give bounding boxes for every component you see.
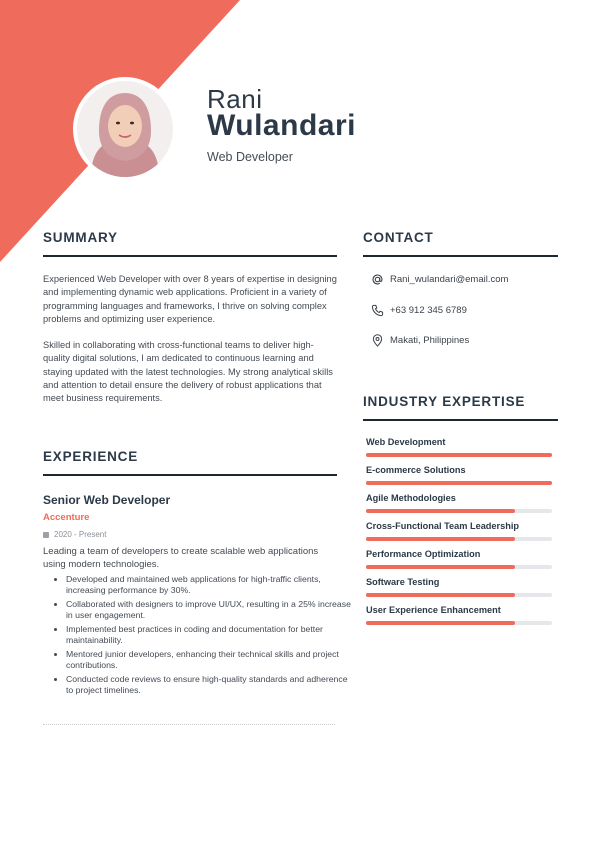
experience-company: Accenture bbox=[43, 512, 90, 523]
contact-divider bbox=[363, 255, 558, 257]
first-name: Rani bbox=[207, 84, 263, 114]
list-item: • Developed and maintained web applications for high-traffic clients, increasing performance by 30%. bbox=[66, 574, 351, 596]
calendar-icon bbox=[43, 532, 49, 538]
experience-dotted-divider bbox=[43, 724, 335, 725]
list-item: • Conducted code reviews to ensure high-quality standards and adherence to project timelines. bbox=[66, 674, 351, 696]
skill-label: Web Development bbox=[366, 437, 446, 447]
skill-bar-fill bbox=[366, 593, 515, 597]
at-sign-icon bbox=[371, 273, 384, 286]
skill-bar-fill bbox=[366, 565, 515, 569]
contact-location bbox=[371, 334, 469, 347]
last-name: Wulandari bbox=[207, 109, 356, 142]
experience-dates-text: 2020 - Present bbox=[54, 530, 107, 539]
skill-item bbox=[366, 437, 552, 457]
skill-bar-track bbox=[366, 565, 552, 569]
skill-label: Software Testing bbox=[366, 577, 440, 587]
skill-bar-track bbox=[366, 593, 552, 597]
contact-phone[interactable] bbox=[371, 304, 467, 317]
job-title: Web Developer bbox=[207, 150, 293, 164]
experience-divider bbox=[43, 474, 337, 476]
skill-bar-fill bbox=[366, 509, 515, 513]
experience-dates bbox=[43, 530, 106, 539]
skill-item bbox=[366, 521, 552, 541]
contact-phone-text: +63 912 345 6789 bbox=[390, 305, 467, 316]
skill-item bbox=[366, 577, 552, 597]
avatar-illustration bbox=[77, 81, 173, 177]
skill-bar-fill bbox=[366, 537, 515, 541]
skill-label: Cross-Functional Team Leadership bbox=[366, 521, 519, 531]
skill-bar-track bbox=[366, 621, 552, 625]
contact-email-text: Rani_wulandari@email.com bbox=[390, 274, 509, 285]
location-pin-icon bbox=[371, 334, 384, 347]
skill-bar-track bbox=[366, 537, 552, 541]
skill-bar-fill bbox=[366, 453, 552, 457]
phone-icon bbox=[371, 304, 384, 317]
skill-item bbox=[366, 465, 552, 485]
skill-label: User Experience Enhancement bbox=[366, 605, 501, 615]
summary-divider bbox=[43, 255, 337, 257]
experience-description: Leading a team of developers to create scalable web applications using modern technologies. bbox=[43, 546, 319, 570]
list-item: • Mentored junior developers, enhancing their technical skills and project contributions. bbox=[66, 649, 351, 671]
skill-item bbox=[366, 493, 552, 513]
avatar bbox=[77, 81, 173, 177]
list-item: • Implemented best practices in coding and documentation for better maintainability. bbox=[66, 624, 351, 646]
skill-label: E-commerce Solutions bbox=[366, 465, 466, 475]
summary-paragraph-2: Skilled in collaborating with cross-functional teams to deliver high-quality digital solutions, I am dedicated to continuous learning and staying updated with the latest technologies. My strong analytical skills and attention to detail ensure the delivery of robust applications that meet business requirements. bbox=[43, 340, 333, 404]
summary-heading: SUMMARY bbox=[43, 230, 118, 245]
contact-heading: CONTACT bbox=[363, 230, 434, 245]
skill-bar-track bbox=[366, 481, 552, 485]
contact-location-text: Makati, Philippines bbox=[390, 335, 470, 346]
expertise-heading: INDUSTRY EXPERTISE bbox=[363, 394, 526, 409]
skill-label: Agile Methodologies bbox=[366, 493, 456, 503]
skill-item bbox=[366, 549, 552, 569]
skill-bar-fill bbox=[366, 481, 552, 485]
summary-paragraph-1: Experienced Web Developer with over 8 years of expertise in designing and implementing dynamic web applications. Proficient in a variety of programming languages and frameworks, I thrive on solving complex problems and optimizing user experience. bbox=[43, 274, 337, 324]
contact-email[interactable] bbox=[371, 273, 508, 286]
skill-item bbox=[366, 605, 552, 625]
skill-bar-track bbox=[366, 509, 552, 513]
expertise-divider bbox=[363, 419, 558, 421]
skill-bar-track bbox=[366, 453, 552, 457]
list-item: • Collaborated with designers to improve UI/UX, resulting in a 25% increase in user engagement. bbox=[66, 599, 351, 621]
skill-bar-fill bbox=[366, 621, 515, 625]
experience-bullets bbox=[52, 574, 351, 699]
skill-label: Performance Optimization bbox=[366, 549, 481, 559]
experience-heading: EXPERIENCE bbox=[43, 449, 139, 464]
experience-role: Senior Web Developer bbox=[43, 493, 171, 507]
